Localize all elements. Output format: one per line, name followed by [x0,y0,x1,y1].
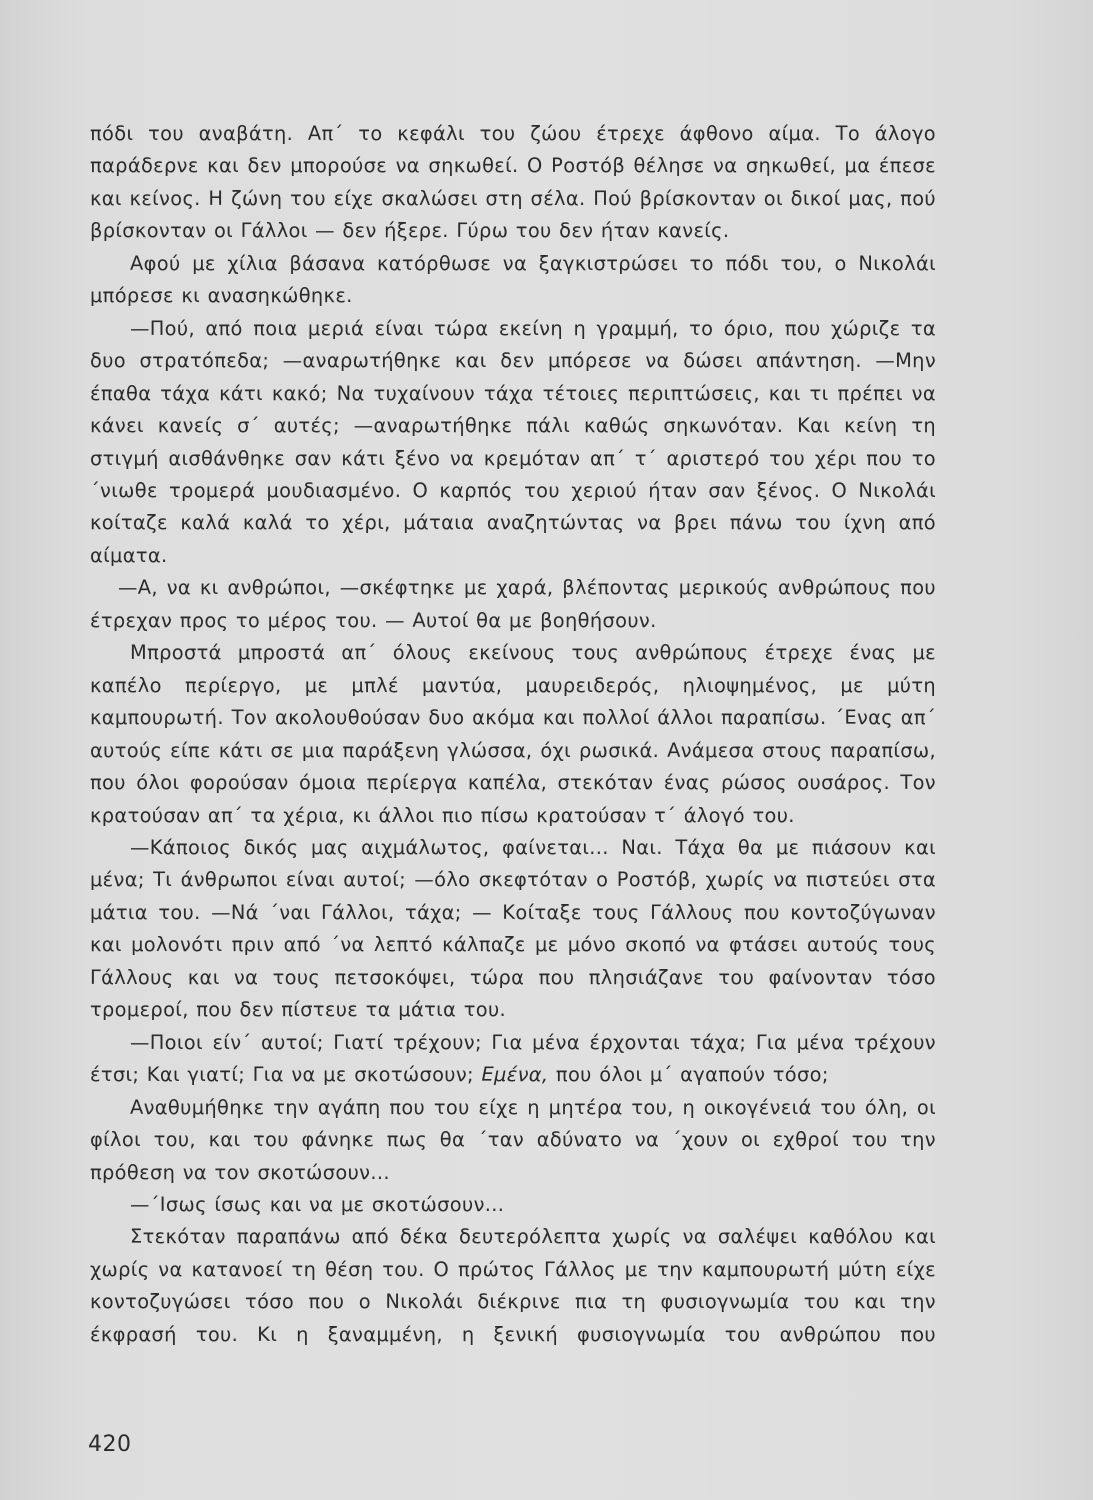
paragraph-10: Στεκόταν παραπάνω από δέκα δευτερόλεπτα χωρίς να σαλέψει καθόλου και χωρίς να κατανοεί τη θέση του. Ο πρώτος Γάλλος με την καμπουρωτή μύτη είχε κοντοζυγώσει τόσο που ο Νικολάι διέκρινε πια τη φυσιογνωμία του και την έκφρασή του. Κι η ξαναμμένη, η ξενική φυσιογνωμία του ανθρώπου που [90,1225,936,1346]
page-number: 420 [88,1432,132,1457]
paragraph-3: —Πού, από ποια μεριά είναι τώρα εκείνη η γραμμή, το όριο, που χώριζε τα δυο στρατόπεδα; —αναρωτήθηκε και δεν μπόρεσε να δώσει απάντηση. —Μην έπαθα τάχα κάτι κακό; Να τυχαίνουν τάχα τέτοιες περιπτώσεις, και τι πρέπει να κάνει κανείς σ΄ αυτές; —αναρωτήθηκε πάλι καθώς σηκωνόταν. Και κείνη τη στιγμή αισθάνθηκε σαν κάτι ξένο να κρεμόταν απ΄ τ΄ αριστερό του χέρι που το ΄νιωθε τρομερά μουδιασμένο. Ο καρπός του χεριού ήταν σαν ξένος. Ο Νικολάι κοίταζε καλά καλά το χέρι, μάταια αναζητώντας να βρει πάνω του ίχνη από αίματα. [90,316,936,567]
paragraph-7-start: —Ποιοι είν΄ αυτοί; Γιατί τρέχουν; Για μένα έρχονται τάχα; Για μένα τρέχουν έτσι; Και γιατί; Για να με σκοτώσουν; [90,1030,936,1087]
paragraph-7 [90,1027,936,1092]
paragraph-8: Αναθυμήθηκε την αγάπη που του είχε η μητέρα του, η οικογένειά του όλη, οι φίλοι του, και του φάνηκε πως θα ΄ταν αδύνατο να ΄χουν οι εχθροί του την πρόθεση να τον σκοτώσουν... [90,1095,936,1184]
paragraph-6: —Κάποιος δικός μας αιχμάλωτος, φαίνεται... Ναι. Τάχα θα με πιάσουν και μένα; Τι άνθρωποι είναι αυτοί; —όλο σκεφτόταν ο Ροστόβ, χωρίς να πιστεύει στα μάτια του. —Νά ΄ναι Γάλλοι, τάχα; — Κοίταξε τους Γάλλους που κοντοζύγωναν και μολονότι πριν από ΄να λεπτό κάλπαζε με μόνο σκοπό να φτάσει αυτούς τους Γάλλους και να τους πετσοκόψει, τώρα που πλησιάζανε του φαίνονταν τόσο τρομεροί, που δεν πίστευε τα μάτια του. [90,835,936,1022]
paragraph-1: πόδι του αναβάτη. Απ΄ το κεφάλι του ζώου έτρεχε άφθονο αίμα. Το άλογο παράδερνε και δεν μπορούσε να σηκωθεί. Ο Ροστόβ θέλησε να σηκωθεί, μα έπεσε και κείνος. Η ζώνη του είχε σκαλώσει στη σέλα. Πού βρίσκονταν οι δικοί μας, πού βρίσκονταν οι Γάλλοι — δεν ήξερε. Γύρω του δεν ήταν κανείς. [90,122,936,243]
paragraph-9: —΄Ισως ίσως και να με σκοτώσουν... [130,1192,505,1216]
paragraph-4: —Α, να κι ανθρώποι, —σκέφτηκε με χαρά, βλέποντας μερικούς ανθρώπους που έτρεχαν προς το μέρος του. — Αυτοί θα με βοηθήσουν. [90,576,936,632]
page-body-text [90,118,936,1351]
paragraph-5: Μπροστά μπροστά απ΄ όλους εκείνους τους ανθρώπους έτρεχε ένας με καπέλο περίεργο, με μπλέ μαντύα, μαυρειδερός, ηλιοψημένος, με μύτη καμπουρωτή. Τον ακολουθούσαν δυο ακόμα και πολλοί άλλοι παραπίσω. ΄Ενας απ΄ αυτούς είπε κάτι σε μια παράξενη γλώσσα, όχι ρωσικά. Ανάμεσα στους παραπίσω, που όλοι φορούσαν όμοια περίεργα καπέλα, στεκόταν ένας ρώσος ουσάρος. Τον κρατούσαν απ΄ τα χέρια, κι άλλοι πιο πίσω κρατούσαν τ΄ άλογό του. [90,641,936,827]
paragraph-2: Αφού με χίλια βάσανα κατόρθωσε να ξαγκιστρώσει το πόδι του, ο Νικολάι μπόρεσε κι ανασηκώθηκε. [90,251,936,308]
paragraph-7-end: που όλοι μ΄ αγαπούν τόσο; [555,1063,829,1087]
paragraph-7-italic: Εμένα, [481,1063,549,1087]
